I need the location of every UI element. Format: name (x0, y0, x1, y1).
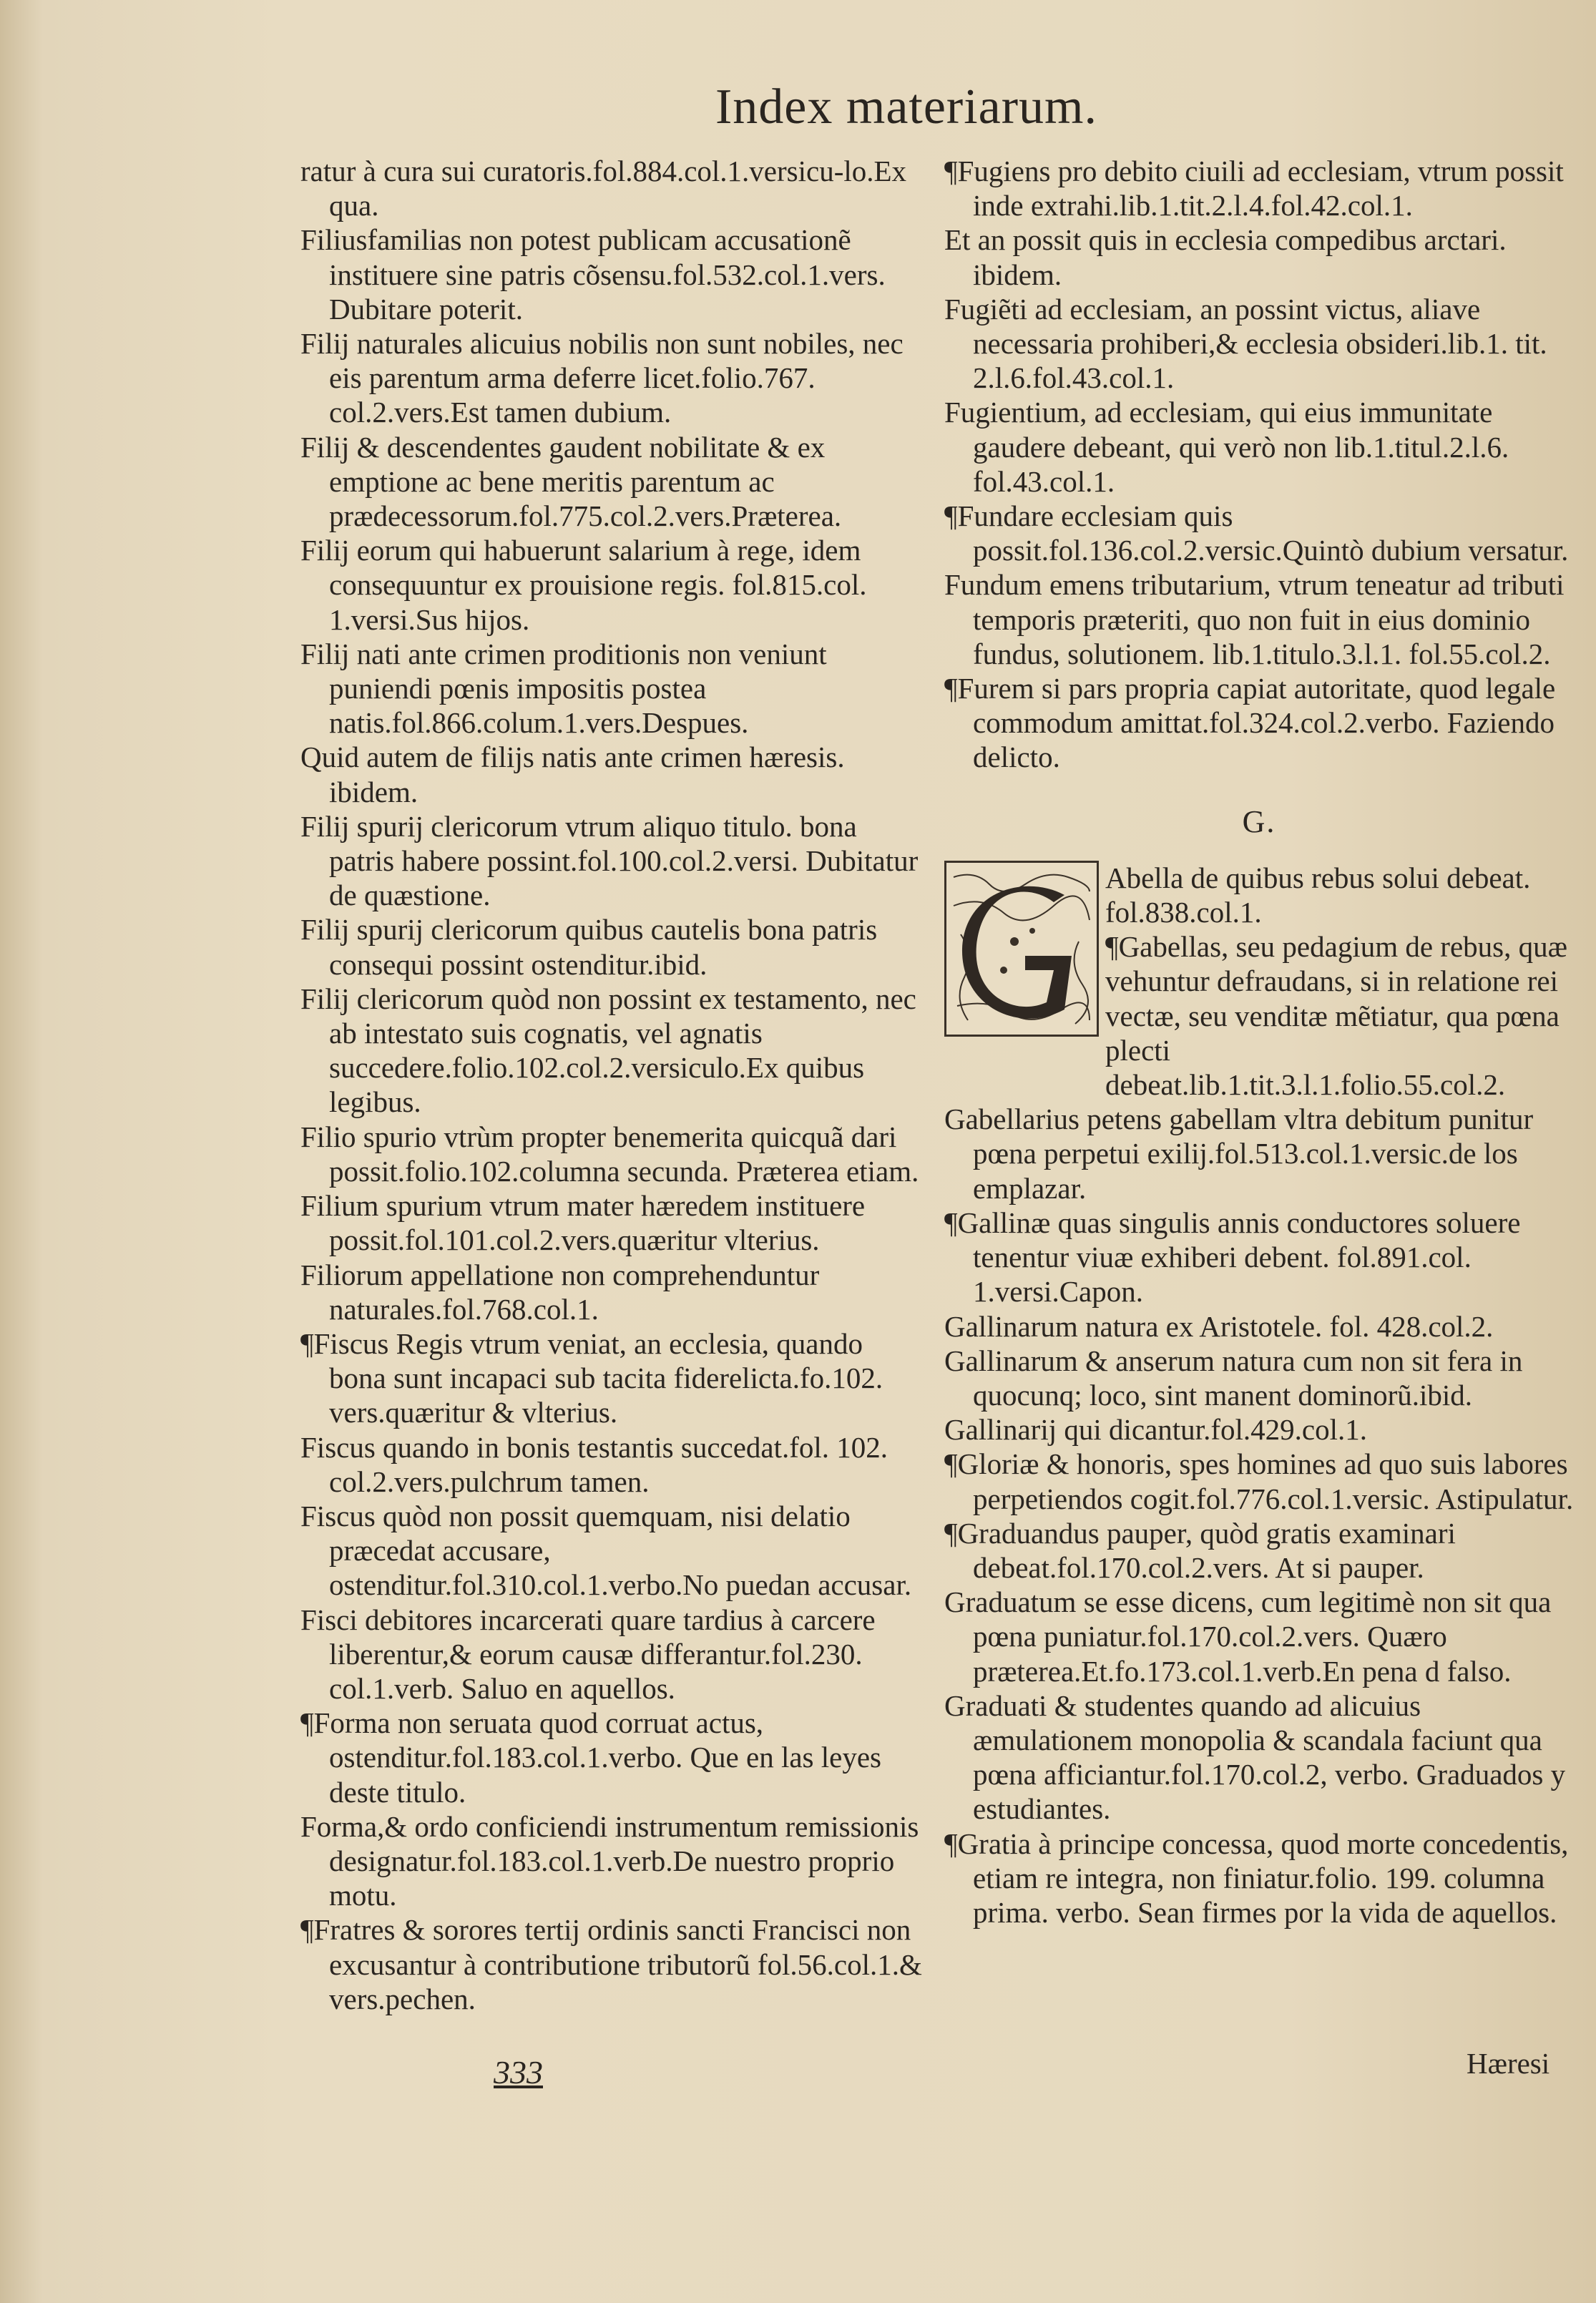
index-entry: Graduati & studentes quando ad alicuius æmulationem monopolia & scandala faciunt qua pœna afficiantur.fol.170.col.2, verbo. Graduados y estudiantes. (944, 1688, 1566, 1826)
index-entry: Filij spurij clericorum quibus cautelis bona patris consequi possint ostenditur.ibid. (300, 913, 878, 981)
index-entry: Filij & descendentes gaudent nobilitate & ex emptione ac bene meritis parentum ac prædecessorum.fol.775.col.2.vers.Præterea. (300, 430, 842, 533)
decorated-initial-g-icon (944, 861, 1099, 1037)
handwritten-page-number: 333 (494, 2054, 543, 2091)
index-entry: Forma,& ordo conficiendi instrumentum remissionis designatur.fol.183.col.1.verb.De nuestro proprio motu. (300, 1809, 919, 1912)
index-entry: Fundum emens tributarium, vtrum teneatur ad tributi temporis præteriti, quo non fuit in eius dominio fundus, solutionem. lib.1.titulo.3.l.1. fol.55.col.2. (944, 568, 1565, 670)
index-entry: Filij naturales alicuius nobilis non sunt nobiles, nec eis parentum arma deferre licet.folio.767. col.2.vers.Est tamen dubium. (300, 327, 904, 429)
index-entry: ¶Furem si pars propria capiat autoritate, quod legale commodum amittat.fol.324.col.2.verbo. Faziendo delicto. (944, 672, 1556, 774)
index-entry: Filiorum appellatione non comprehenduntur naturales.fol.768.col.1. (300, 1258, 820, 1326)
index-entry: Fugientium, ad ecclesiam, qui eius immunitate gaudere debeant, qui verò non lib.1.titul.2.l.6. fol.43.col.1. (944, 396, 1509, 498)
catchword: Hæresi (1467, 2047, 1550, 2080)
index-entry: Gallinarij qui dicantur.fol.429.col.1. (944, 1413, 1367, 1447)
index-entry: Gallinarum & anserum natura cum non sit fera in quocunq; loco, sint manent dominorũ.ibid. (944, 1344, 1523, 1412)
index-entry: ¶Forma non seruata quod corruat actus, ostenditur.fol.183.col.1.verbo. Que en las leyes deste titulo. (300, 1706, 881, 1809)
index-entry: Filij clericorum quòd non possint ex testamento, nec ab intestato suis cognatis, vel agnatis succedere.folio.102.col.2.versiculo.Ex quibus legibus. (300, 982, 916, 1119)
index-entry: ¶Fratres & sorores tertij ordinis sancti Francisci non excusantur à contributione tributorũ fol.56.col.1.& vers.pechen. (300, 1913, 922, 2015)
right-column (944, 154, 1574, 1930)
index-entry: Fisci debitores incarcerati quare tardius à carcere liberentur,& eorum causæ differantur.fol.230. col.1.verb. Saluo en aquellos. (300, 1603, 876, 1705)
index-entry: ¶Gabellas, seu pedagium de rebus, quæ vehuntur defraudans, si in relatione rei vectæ, seu venditæ mẽtiatur, qua pœna plecti debeat.lib.1.tit.3.l.1.folio.55.col.2. (1105, 930, 1567, 1102)
index-entry: Graduatum se esse dicens, cum legitimè non sit qua pœna puniatur.fol.170.col.2.vers. Quæro præterea.Et.fo.173.col.1.verb.En pena d falso. (944, 1585, 1552, 1688)
initial-block (944, 861, 1574, 1102)
index-entry: Abella de quibus rebus solui debeat. fol.838.col.1. (1105, 861, 1531, 929)
page-title: Index materiarum. (715, 79, 1098, 135)
index-entry: Filij eorum qui habuerunt salarium à rege, idem consequuntur ex prouisione regis. fol.815.col. 1.versi.Sus hijos. (300, 534, 867, 636)
index-entry: Gabellarius petens gabellam vltra debitum punitur pœna perpetui exilij.fol.513.col.1.versic.de los emplazar. (944, 1102, 1534, 1205)
index-entry: ¶Gloriæ & honoris, spes homines ad quo suis labores perpetiendos cogit.fol.776.col.1.versic. Astipulatur. (944, 1447, 1574, 1515)
section-heading: G. (1242, 803, 1276, 839)
index-entry: Filium spurium vtrum mater hæredem instituere possit.fol.101.col.2.vers.quæritur vlterius. (300, 1189, 866, 1257)
index-entry: Quid autem de filijs natis ante crimen hæresis. ibidem. (300, 740, 845, 808)
index-entry: Filij spurij clericorum vtrum aliquo titulo. bona patris habere possint.fol.100.col.2.versi. Dubitatur de quæstione. (300, 809, 919, 912)
index-entry: ¶Fiscus Regis vtrum veniat, an ecclesia, quando bona sunt incapaci sub tacita fiderelicta.fo.102. vers.quæritur & vlterius. (300, 1326, 883, 1429)
index-entry: ¶Graduandus pauper, quòd gratis examinari debeat.fol.170.col.2.vers. At si pauper. (944, 1516, 1456, 1584)
index-entry: ¶Gallinæ quas singulis annis conductores soluere tenentur viuæ exhiberi debent. fol.891.col. 1.versi.Capon. (944, 1206, 1521, 1309)
index-entry: Filiusfamilias non potest publicam accusationẽ instituere sine patris cõsensu.fol.532.col.1.vers. Dubitare poterit. (300, 223, 886, 326)
left-column (300, 154, 923, 2016)
index-entry: ratur à cura sui curatoris.fol.884.col.1.versicu-lo.Ex qua. (300, 155, 907, 223)
index-entry: Filij nati ante crimen proditionis non veniunt puniendi pœnis impositis postea natis.fol.866.colum.1.vers.Despues. (300, 637, 827, 740)
index-entry: Fiscus quòd non possit quemquam, nisi delatio præcedat accusare, ostenditur.fol.310.col.1.verbo.No puedan accusar. (300, 1499, 912, 1602)
index-entry: Fiscus quando in bonis testantis succedat.fol. 102. col.2.vers.pulchrum tamen. (300, 1430, 888, 1498)
index-entry: Fugiẽti ad ecclesiam, an possint victus, aliave necessaria prohiberi,& ecclesia obsideri.lib.1. tit. 2.l.6.fol.43.col.1. (944, 292, 1547, 395)
index-entry: Filio spurio vtrùm propter benemerita quicquã dari possit.folio.102.columna secunda. Præterea etiam. (300, 1120, 919, 1188)
index-entry: ¶Fugiens pro debito ciuili ad ecclesiam, vtrum possit inde extrahi.lib.1.tit.2.l.4.fol.42.col.1. (944, 155, 1564, 223)
index-entry: Gallinarum natura ex Aristotele. fol. 428.col.2. (944, 1309, 1494, 1343)
index-entry: Et an possit quis in ecclesia compedibus arctari. ibidem. (944, 223, 1507, 291)
index-entry: ¶Fundare ecclesiam quis possit.fol.136.col.2.versic.Quintò dubium versatur. (944, 499, 1569, 567)
index-entry: ¶Gratia à principe concessa, quod morte concedentis, etiam re integra, non finiatur.folio. 199. columna prima. verbo. Sean firmes por la vida de aquellos. (944, 1827, 1569, 1929)
